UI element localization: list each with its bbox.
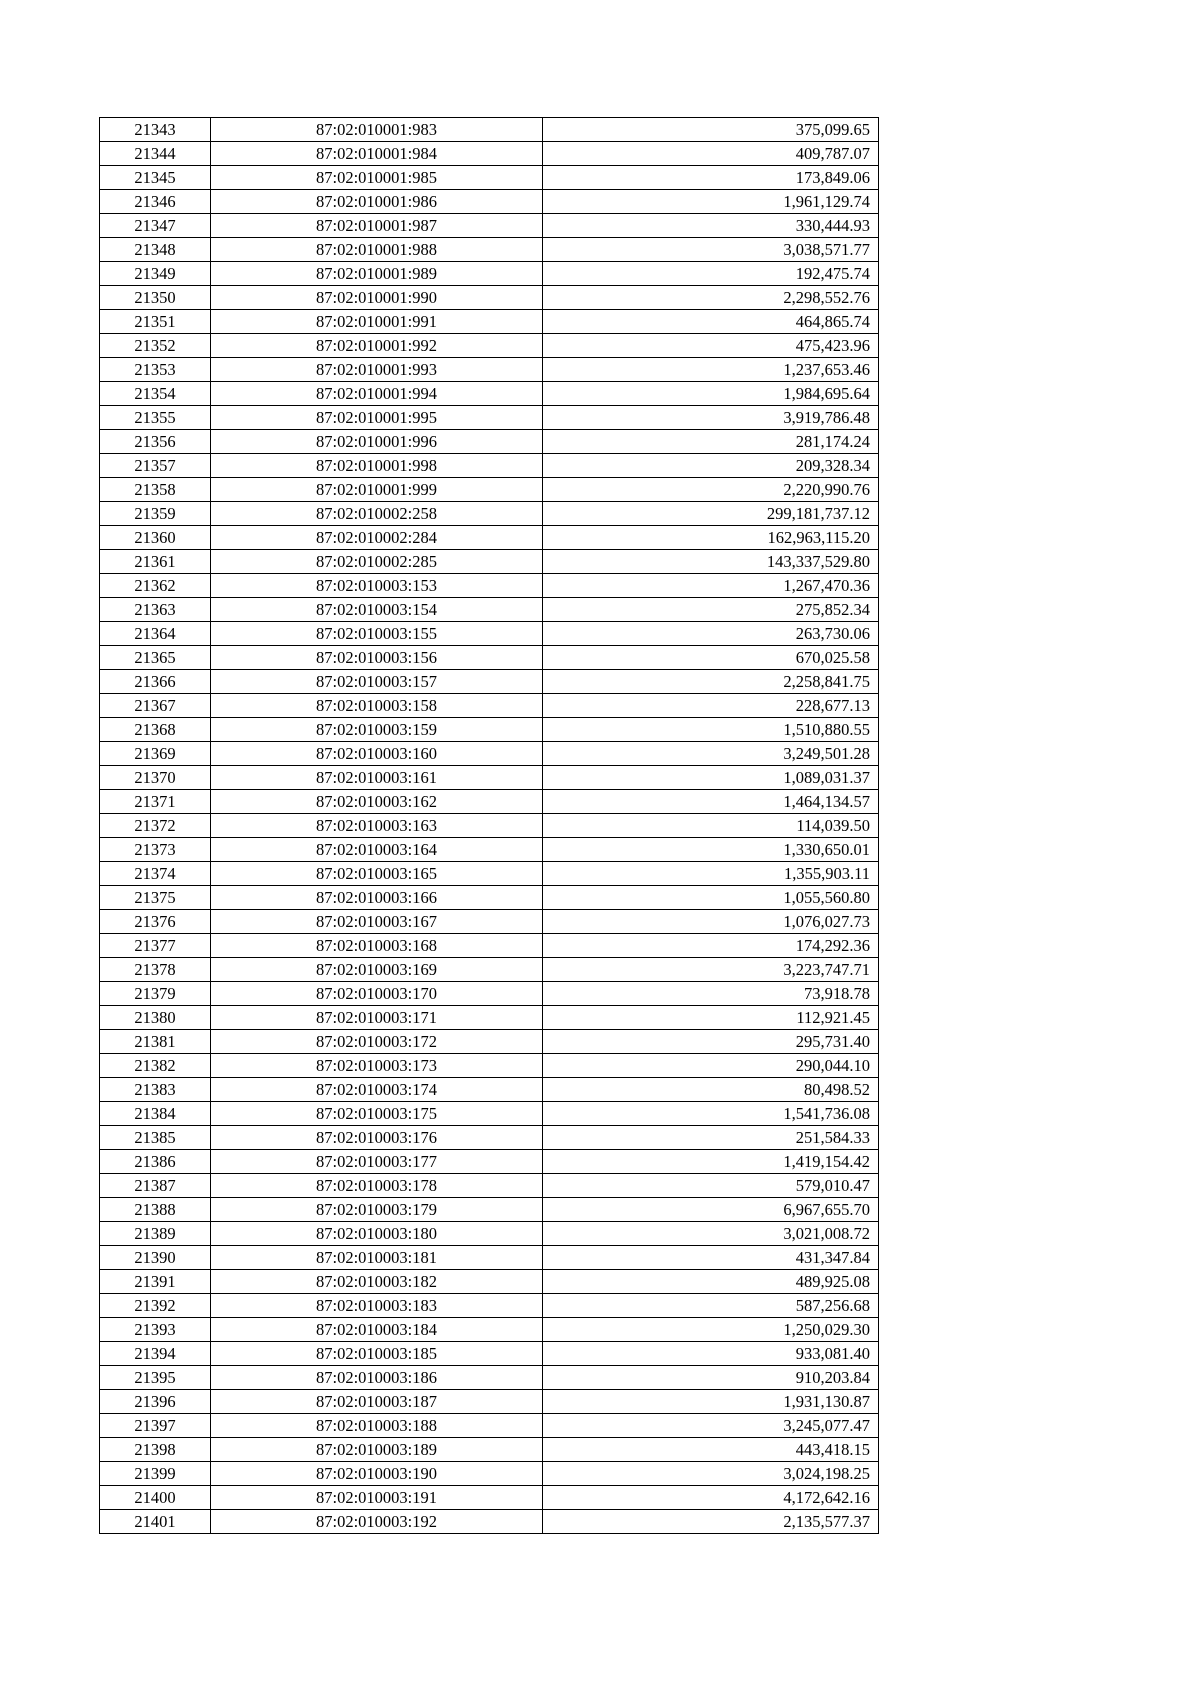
row-number-cell: 21399 bbox=[100, 1462, 211, 1486]
value-cell: 475,423.96 bbox=[543, 334, 879, 358]
cadastral-number-cell: 87:02:010001:996 bbox=[211, 430, 543, 454]
value-cell: 409,787.07 bbox=[543, 142, 879, 166]
value-cell: 375,099.65 bbox=[543, 118, 879, 142]
table-row bbox=[100, 838, 879, 862]
row-number-cell: 21395 bbox=[100, 1366, 211, 1390]
value-cell: 6,967,655.70 bbox=[543, 1198, 879, 1222]
value-cell: 162,963,115.20 bbox=[543, 526, 879, 550]
table-row bbox=[100, 766, 879, 790]
value-cell: 192,475.74 bbox=[543, 262, 879, 286]
row-number-cell: 21380 bbox=[100, 1006, 211, 1030]
cadastral-number-cell: 87:02:010003:185 bbox=[211, 1342, 543, 1366]
cadastral-number-cell: 87:02:010003:181 bbox=[211, 1246, 543, 1270]
table-row bbox=[100, 622, 879, 646]
row-number-cell: 21354 bbox=[100, 382, 211, 406]
value-cell: 1,931,130.87 bbox=[543, 1390, 879, 1414]
cadastral-number-cell: 87:02:010003:167 bbox=[211, 910, 543, 934]
value-cell: 263,730.06 bbox=[543, 622, 879, 646]
cadastral-number-cell: 87:02:010001:995 bbox=[211, 406, 543, 430]
table-row bbox=[100, 574, 879, 598]
cadastral-number-cell: 87:02:010001:987 bbox=[211, 214, 543, 238]
cadastral-number-cell: 87:02:010003:165 bbox=[211, 862, 543, 886]
value-cell: 1,267,470.36 bbox=[543, 574, 879, 598]
value-cell: 443,418.15 bbox=[543, 1438, 879, 1462]
cadastral-number-cell: 87:02:010001:998 bbox=[211, 454, 543, 478]
table-row bbox=[100, 142, 879, 166]
value-cell: 174,292.36 bbox=[543, 934, 879, 958]
row-number-cell: 21371 bbox=[100, 790, 211, 814]
cadastral-number-cell: 87:02:010003:190 bbox=[211, 1462, 543, 1486]
row-number-cell: 21349 bbox=[100, 262, 211, 286]
table-row bbox=[100, 1078, 879, 1102]
row-number-cell: 21350 bbox=[100, 286, 211, 310]
cadastral-number-cell: 87:02:010003:157 bbox=[211, 670, 543, 694]
row-number-cell: 21382 bbox=[100, 1054, 211, 1078]
table-row bbox=[100, 694, 879, 718]
cadastral-number-cell: 87:02:010003:163 bbox=[211, 814, 543, 838]
row-number-cell: 21348 bbox=[100, 238, 211, 262]
value-cell: 3,223,747.71 bbox=[543, 958, 879, 982]
table-row bbox=[100, 814, 879, 838]
value-cell: 1,464,134.57 bbox=[543, 790, 879, 814]
value-cell: 290,044.10 bbox=[543, 1054, 879, 1078]
value-cell: 112,921.45 bbox=[543, 1006, 879, 1030]
cadastral-number-cell: 87:02:010001:984 bbox=[211, 142, 543, 166]
table-row bbox=[100, 1054, 879, 1078]
cadastral-number-cell: 87:02:010003:179 bbox=[211, 1198, 543, 1222]
value-cell: 173,849.06 bbox=[543, 166, 879, 190]
table-row bbox=[100, 1270, 879, 1294]
value-cell: 80,498.52 bbox=[543, 1078, 879, 1102]
row-number-cell: 21359 bbox=[100, 502, 211, 526]
cadastral-number-cell: 87:02:010003:192 bbox=[211, 1510, 543, 1534]
table-row bbox=[100, 982, 879, 1006]
cadastral-number-cell: 87:02:010003:184 bbox=[211, 1318, 543, 1342]
value-cell: 281,174.24 bbox=[543, 430, 879, 454]
table-row bbox=[100, 262, 879, 286]
table-row bbox=[100, 358, 879, 382]
value-cell: 1,055,560.80 bbox=[543, 886, 879, 910]
row-number-cell: 21365 bbox=[100, 646, 211, 670]
table-row bbox=[100, 550, 879, 574]
table-row bbox=[100, 1438, 879, 1462]
cadastral-number-cell: 87:02:010003:161 bbox=[211, 766, 543, 790]
cadastral-number-cell: 87:02:010003:183 bbox=[211, 1294, 543, 1318]
table-row bbox=[100, 910, 879, 934]
cadastral-number-cell: 87:02:010001:986 bbox=[211, 190, 543, 214]
table-row bbox=[100, 334, 879, 358]
cadastral-number-cell: 87:02:010003:166 bbox=[211, 886, 543, 910]
cadastral-number-cell: 87:02:010003:164 bbox=[211, 838, 543, 862]
table-row bbox=[100, 430, 879, 454]
value-cell: 1,089,031.37 bbox=[543, 766, 879, 790]
value-cell: 1,330,650.01 bbox=[543, 838, 879, 862]
row-number-cell: 21383 bbox=[100, 1078, 211, 1102]
table-row bbox=[100, 166, 879, 190]
cadastral-number-cell: 87:02:010001:989 bbox=[211, 262, 543, 286]
table-row bbox=[100, 1198, 879, 1222]
table-row bbox=[100, 1222, 879, 1246]
row-number-cell: 21368 bbox=[100, 718, 211, 742]
value-cell: 910,203.84 bbox=[543, 1366, 879, 1390]
value-cell: 464,865.74 bbox=[543, 310, 879, 334]
value-cell: 670,025.58 bbox=[543, 646, 879, 670]
value-cell: 209,328.34 bbox=[543, 454, 879, 478]
cadastral-number-cell: 87:02:010003:160 bbox=[211, 742, 543, 766]
row-number-cell: 21373 bbox=[100, 838, 211, 862]
value-cell: 299,181,737.12 bbox=[543, 502, 879, 526]
row-number-cell: 21370 bbox=[100, 766, 211, 790]
value-cell: 1,419,154.42 bbox=[543, 1150, 879, 1174]
value-cell: 3,919,786.48 bbox=[543, 406, 879, 430]
value-cell: 3,249,501.28 bbox=[543, 742, 879, 766]
value-cell: 228,677.13 bbox=[543, 694, 879, 718]
table-row bbox=[100, 214, 879, 238]
value-cell: 1,355,903.11 bbox=[543, 862, 879, 886]
cadastral-number-cell: 87:02:010003:174 bbox=[211, 1078, 543, 1102]
value-cell: 275,852.34 bbox=[543, 598, 879, 622]
table-row bbox=[100, 958, 879, 982]
row-number-cell: 21387 bbox=[100, 1174, 211, 1198]
cadastral-number-cell: 87:02:010003:182 bbox=[211, 1270, 543, 1294]
cadastral-number-cell: 87:02:010003:168 bbox=[211, 934, 543, 958]
value-cell: 1,541,736.08 bbox=[543, 1102, 879, 1126]
row-number-cell: 21381 bbox=[100, 1030, 211, 1054]
row-number-cell: 21376 bbox=[100, 910, 211, 934]
table-row bbox=[100, 1414, 879, 1438]
table-body bbox=[100, 118, 879, 1534]
table-row bbox=[100, 1246, 879, 1270]
row-number-cell: 21390 bbox=[100, 1246, 211, 1270]
cadastral-number-cell: 87:02:010003:171 bbox=[211, 1006, 543, 1030]
value-cell: 2,298,552.76 bbox=[543, 286, 879, 310]
row-number-cell: 21352 bbox=[100, 334, 211, 358]
value-cell: 579,010.47 bbox=[543, 1174, 879, 1198]
table-row bbox=[100, 670, 879, 694]
value-cell: 3,245,077.47 bbox=[543, 1414, 879, 1438]
row-number-cell: 21379 bbox=[100, 982, 211, 1006]
row-number-cell: 21344 bbox=[100, 142, 211, 166]
value-cell: 3,021,008.72 bbox=[543, 1222, 879, 1246]
cadastral-number-cell: 87:02:010003:177 bbox=[211, 1150, 543, 1174]
row-number-cell: 21375 bbox=[100, 886, 211, 910]
row-number-cell: 21386 bbox=[100, 1150, 211, 1174]
cadastral-number-cell: 87:02:010003:176 bbox=[211, 1126, 543, 1150]
value-cell: 2,220,990.76 bbox=[543, 478, 879, 502]
table-row bbox=[100, 1318, 879, 1342]
row-number-cell: 21355 bbox=[100, 406, 211, 430]
table-row bbox=[100, 718, 879, 742]
cadastral-number-cell: 87:02:010001:992 bbox=[211, 334, 543, 358]
row-number-cell: 21384 bbox=[100, 1102, 211, 1126]
table-row bbox=[100, 1294, 879, 1318]
cadastral-number-cell: 87:02:010003:162 bbox=[211, 790, 543, 814]
row-number-cell: 21396 bbox=[100, 1390, 211, 1414]
table-row bbox=[100, 886, 879, 910]
row-number-cell: 21394 bbox=[100, 1342, 211, 1366]
value-cell: 4,172,642.16 bbox=[543, 1486, 879, 1510]
row-number-cell: 21391 bbox=[100, 1270, 211, 1294]
value-cell: 1,076,027.73 bbox=[543, 910, 879, 934]
table-row bbox=[100, 502, 879, 526]
table-row bbox=[100, 1150, 879, 1174]
table-row bbox=[100, 598, 879, 622]
cadastral-number-cell: 87:02:010003:155 bbox=[211, 622, 543, 646]
cadastral-number-cell: 87:02:010001:993 bbox=[211, 358, 543, 382]
row-number-cell: 21343 bbox=[100, 118, 211, 142]
value-cell: 295,731.40 bbox=[543, 1030, 879, 1054]
value-cell: 143,337,529.80 bbox=[543, 550, 879, 574]
value-cell: 114,039.50 bbox=[543, 814, 879, 838]
table-row bbox=[100, 742, 879, 766]
cadastral-number-cell: 87:02:010003:187 bbox=[211, 1390, 543, 1414]
row-number-cell: 21369 bbox=[100, 742, 211, 766]
value-cell: 251,584.33 bbox=[543, 1126, 879, 1150]
cadastral-number-cell: 87:02:010002:284 bbox=[211, 526, 543, 550]
row-number-cell: 21362 bbox=[100, 574, 211, 598]
row-number-cell: 21358 bbox=[100, 478, 211, 502]
cadastral-number-cell: 87:02:010001:988 bbox=[211, 238, 543, 262]
cadastral-number-cell: 87:02:010001:983 bbox=[211, 118, 543, 142]
cadastral-number-cell: 87:02:010003:159 bbox=[211, 718, 543, 742]
value-cell: 73,918.78 bbox=[543, 982, 879, 1006]
row-number-cell: 21388 bbox=[100, 1198, 211, 1222]
value-cell: 1,961,129.74 bbox=[543, 190, 879, 214]
cadastral-number-cell: 87:02:010003:170 bbox=[211, 982, 543, 1006]
cadastral-number-cell: 87:02:010002:285 bbox=[211, 550, 543, 574]
row-number-cell: 21366 bbox=[100, 670, 211, 694]
value-cell: 3,024,198.25 bbox=[543, 1462, 879, 1486]
row-number-cell: 21367 bbox=[100, 694, 211, 718]
table-row bbox=[100, 190, 879, 214]
value-cell: 2,258,841.75 bbox=[543, 670, 879, 694]
row-number-cell: 21393 bbox=[100, 1318, 211, 1342]
row-number-cell: 21374 bbox=[100, 862, 211, 886]
cadastral-number-cell: 87:02:010003:191 bbox=[211, 1486, 543, 1510]
row-number-cell: 21398 bbox=[100, 1438, 211, 1462]
value-cell: 330,444.93 bbox=[543, 214, 879, 238]
cadastral-number-cell: 87:02:010003:188 bbox=[211, 1414, 543, 1438]
value-cell: 587,256.68 bbox=[543, 1294, 879, 1318]
table-row bbox=[100, 1342, 879, 1366]
table-row bbox=[100, 406, 879, 430]
cadastral-number-cell: 87:02:010003:169 bbox=[211, 958, 543, 982]
table-row bbox=[100, 1126, 879, 1150]
cadastral-number-cell: 87:02:010003:175 bbox=[211, 1102, 543, 1126]
row-number-cell: 21363 bbox=[100, 598, 211, 622]
cadastral-value-table bbox=[99, 117, 879, 1534]
cadastral-number-cell: 87:02:010003:189 bbox=[211, 1438, 543, 1462]
row-number-cell: 21361 bbox=[100, 550, 211, 574]
table-row bbox=[100, 118, 879, 142]
value-cell: 3,038,571.77 bbox=[543, 238, 879, 262]
table-row bbox=[100, 1030, 879, 1054]
row-number-cell: 21360 bbox=[100, 526, 211, 550]
value-cell: 1,510,880.55 bbox=[543, 718, 879, 742]
table-row bbox=[100, 478, 879, 502]
value-cell: 933,081.40 bbox=[543, 1342, 879, 1366]
row-number-cell: 21357 bbox=[100, 454, 211, 478]
cadastral-number-cell: 87:02:010001:985 bbox=[211, 166, 543, 190]
row-number-cell: 21356 bbox=[100, 430, 211, 454]
cadastral-number-cell: 87:02:010001:991 bbox=[211, 310, 543, 334]
row-number-cell: 21364 bbox=[100, 622, 211, 646]
table-row bbox=[100, 790, 879, 814]
row-number-cell: 21392 bbox=[100, 1294, 211, 1318]
row-number-cell: 21389 bbox=[100, 1222, 211, 1246]
table-row bbox=[100, 526, 879, 550]
cadastral-number-cell: 87:02:010003:172 bbox=[211, 1030, 543, 1054]
value-cell: 1,237,653.46 bbox=[543, 358, 879, 382]
table-row bbox=[100, 934, 879, 958]
table-row bbox=[100, 454, 879, 478]
table-row bbox=[100, 382, 879, 406]
table-row bbox=[100, 1510, 879, 1534]
cadastral-number-cell: 87:02:010003:158 bbox=[211, 694, 543, 718]
table-row bbox=[100, 286, 879, 310]
row-number-cell: 21378 bbox=[100, 958, 211, 982]
table-row bbox=[100, 1174, 879, 1198]
table-row bbox=[100, 1006, 879, 1030]
cadastral-number-cell: 87:02:010001:994 bbox=[211, 382, 543, 406]
row-number-cell: 21401 bbox=[100, 1510, 211, 1534]
value-cell: 1,250,029.30 bbox=[543, 1318, 879, 1342]
row-number-cell: 21372 bbox=[100, 814, 211, 838]
value-cell: 489,925.08 bbox=[543, 1270, 879, 1294]
table-row bbox=[100, 238, 879, 262]
value-cell: 1,984,695.64 bbox=[543, 382, 879, 406]
table-row bbox=[100, 862, 879, 886]
table-row bbox=[100, 310, 879, 334]
row-number-cell: 21377 bbox=[100, 934, 211, 958]
cadastral-number-cell: 87:02:010003:156 bbox=[211, 646, 543, 670]
cadastral-number-cell: 87:02:010003:153 bbox=[211, 574, 543, 598]
table-row bbox=[100, 646, 879, 670]
table-row bbox=[100, 1102, 879, 1126]
row-number-cell: 21345 bbox=[100, 166, 211, 190]
row-number-cell: 21347 bbox=[100, 214, 211, 238]
cadastral-number-cell: 87:02:010003:178 bbox=[211, 1174, 543, 1198]
row-number-cell: 21400 bbox=[100, 1486, 211, 1510]
value-cell: 2,135,577.37 bbox=[543, 1510, 879, 1534]
cadastral-number-cell: 87:02:010003:186 bbox=[211, 1366, 543, 1390]
row-number-cell: 21385 bbox=[100, 1126, 211, 1150]
cadastral-number-cell: 87:02:010001:999 bbox=[211, 478, 543, 502]
value-cell: 431,347.84 bbox=[543, 1246, 879, 1270]
row-number-cell: 21397 bbox=[100, 1414, 211, 1438]
table-row bbox=[100, 1366, 879, 1390]
cadastral-number-cell: 87:02:010002:258 bbox=[211, 502, 543, 526]
cadastral-number-cell: 87:02:010003:180 bbox=[211, 1222, 543, 1246]
table-row bbox=[100, 1486, 879, 1510]
table-row bbox=[100, 1390, 879, 1414]
cadastral-number-cell: 87:02:010001:990 bbox=[211, 286, 543, 310]
table-row bbox=[100, 1462, 879, 1486]
row-number-cell: 21351 bbox=[100, 310, 211, 334]
row-number-cell: 21353 bbox=[100, 358, 211, 382]
cadastral-number-cell: 87:02:010003:173 bbox=[211, 1054, 543, 1078]
cadastral-number-cell: 87:02:010003:154 bbox=[211, 598, 543, 622]
row-number-cell: 21346 bbox=[100, 190, 211, 214]
